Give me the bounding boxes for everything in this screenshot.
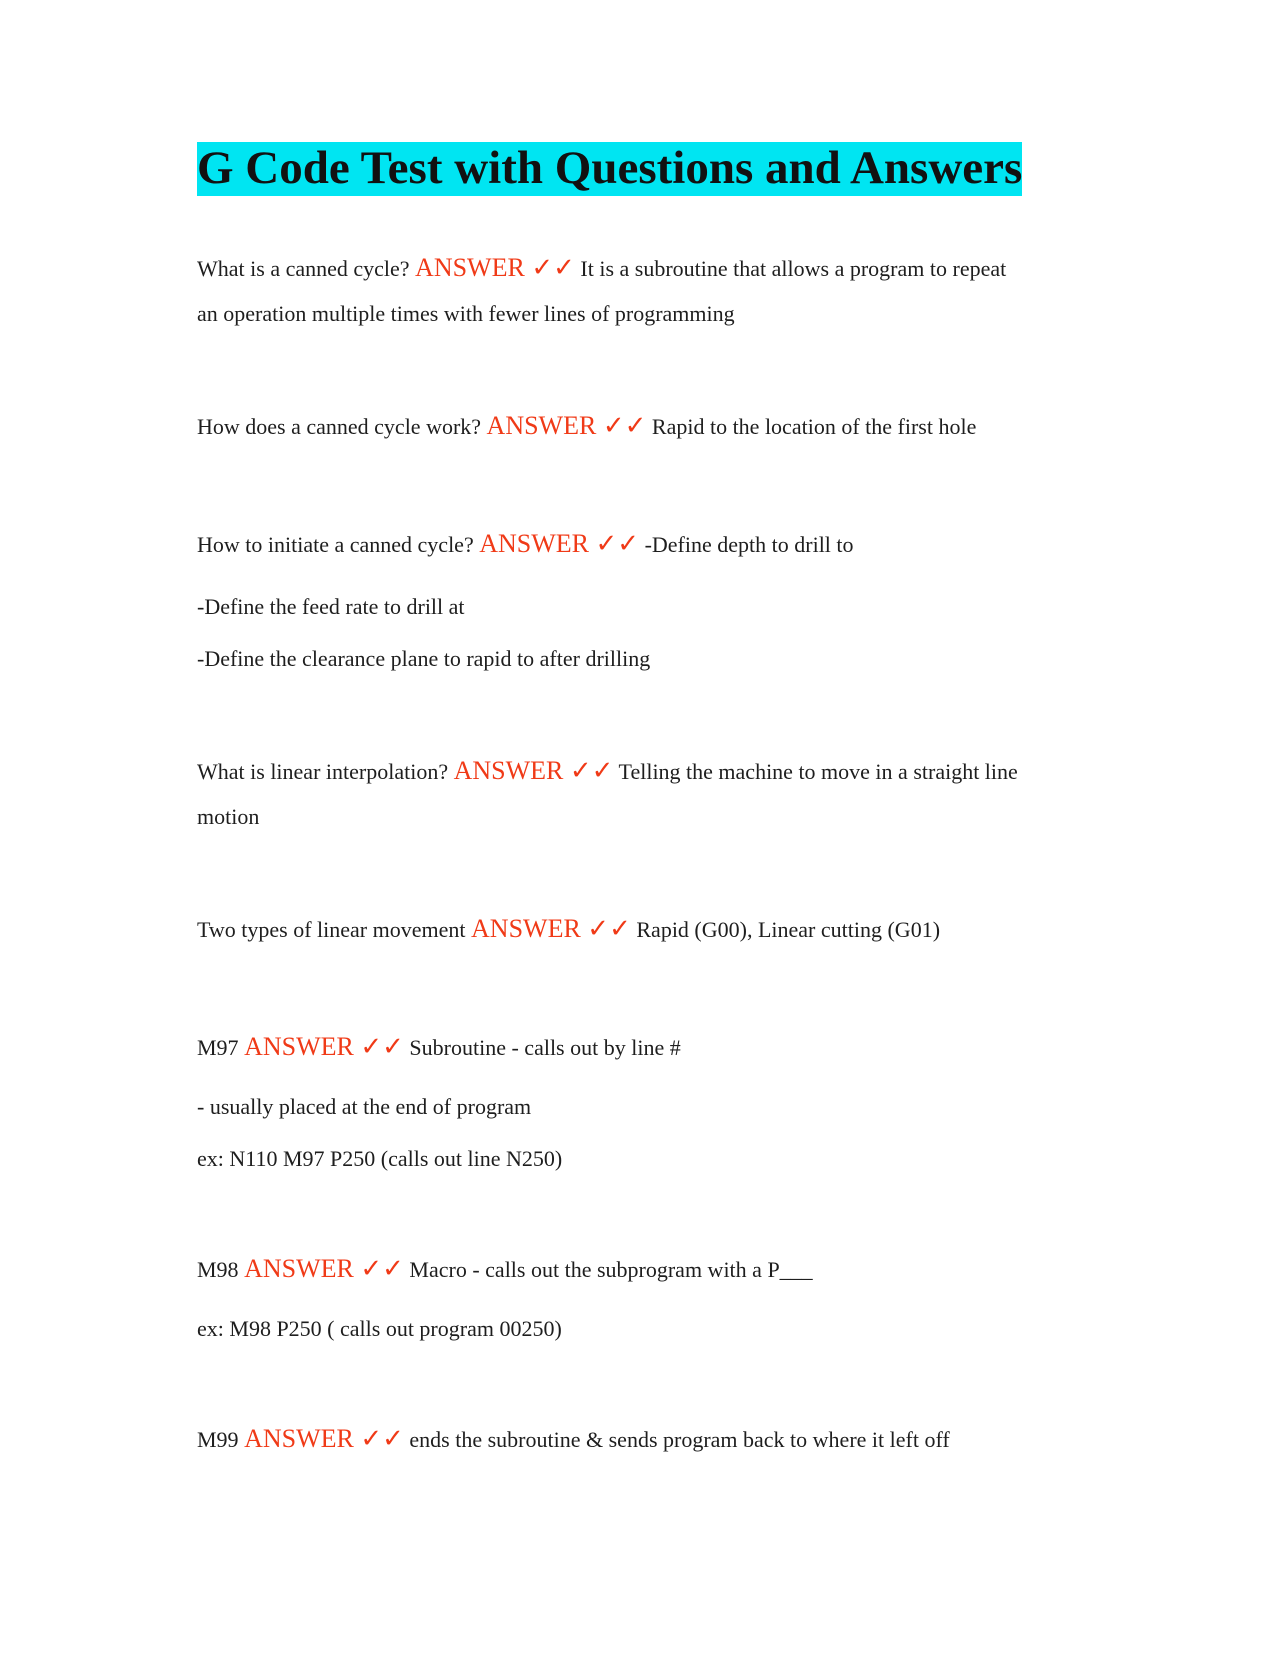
answer-marker: ANSWER ✓✓ (479, 529, 640, 558)
answer-marker: ANSWER ✓✓ (244, 1254, 404, 1283)
question-text: Two types of linear movement (197, 917, 466, 942)
page-title: G Code Test with Questions and Answers (197, 142, 1023, 194)
answer-marker: ANSWER ✓✓ (244, 1032, 404, 1061)
answer-continuation-line: ex: M98 P250 ( calls out program 00250) (197, 1316, 562, 1341)
answer-text: ends the subroutine & sends program back to where it left off (409, 1427, 950, 1452)
answer-text: Telling the machine to move in a straight line (618, 759, 1018, 784)
answer-continuation-line: -Define the feed rate to drill at (197, 594, 465, 619)
answer-continuation-line: - usually placed at the end of program (197, 1094, 532, 1119)
answer-text: Rapid (G00), Linear cutting (G01) (636, 917, 941, 942)
answer-marker: ANSWER ✓✓ (486, 411, 647, 440)
qa-item-question-line (197, 1425, 950, 1454)
answer-text: Rapid to the location of the first hole (651, 414, 977, 439)
question-text: How to initiate a canned cycle? (197, 532, 474, 557)
question-text: M97 (197, 1035, 239, 1060)
answer-marker: ANSWER ✓✓ (415, 253, 575, 282)
qa-item-question-line (197, 757, 1018, 786)
answer-continuation-line: an operation multiple times with fewer lines of programming (197, 301, 735, 326)
answer-continuation-line: motion (197, 804, 260, 829)
answer-text: Subroutine - calls out by line # (409, 1035, 681, 1060)
answer-marker: ANSWER ✓✓ (453, 756, 614, 785)
answer-text: -Define depth to drill to (644, 532, 854, 557)
answer-marker: ANSWER ✓✓ (471, 914, 631, 943)
qa-item-question-line (197, 412, 976, 441)
question-text: What is a canned cycle? (197, 256, 410, 281)
answer-continuation-line: -Define the clearance plane to rapid to after drilling (197, 646, 651, 671)
answer-continuation-line: ex: N110 M97 P250 (calls out line N250) (197, 1146, 563, 1171)
qa-item-question-line (197, 1033, 681, 1062)
answer-marker: ANSWER ✓✓ (244, 1424, 404, 1453)
qa-item-question-line (197, 1255, 813, 1284)
qa-item-question-line (197, 915, 940, 944)
question-text: What is linear interpolation? (197, 759, 449, 784)
question-text: M98 (197, 1257, 239, 1282)
answer-text: Macro - calls out the subprogram with a P___ (409, 1257, 813, 1282)
qa-item-question-line (197, 254, 1006, 283)
question-text: How does a canned cycle work? (197, 414, 482, 439)
answer-text: It is a subroutine that allows a program to repeat (580, 256, 1007, 281)
qa-item-question-line (197, 530, 854, 559)
question-text: M99 (197, 1427, 239, 1452)
